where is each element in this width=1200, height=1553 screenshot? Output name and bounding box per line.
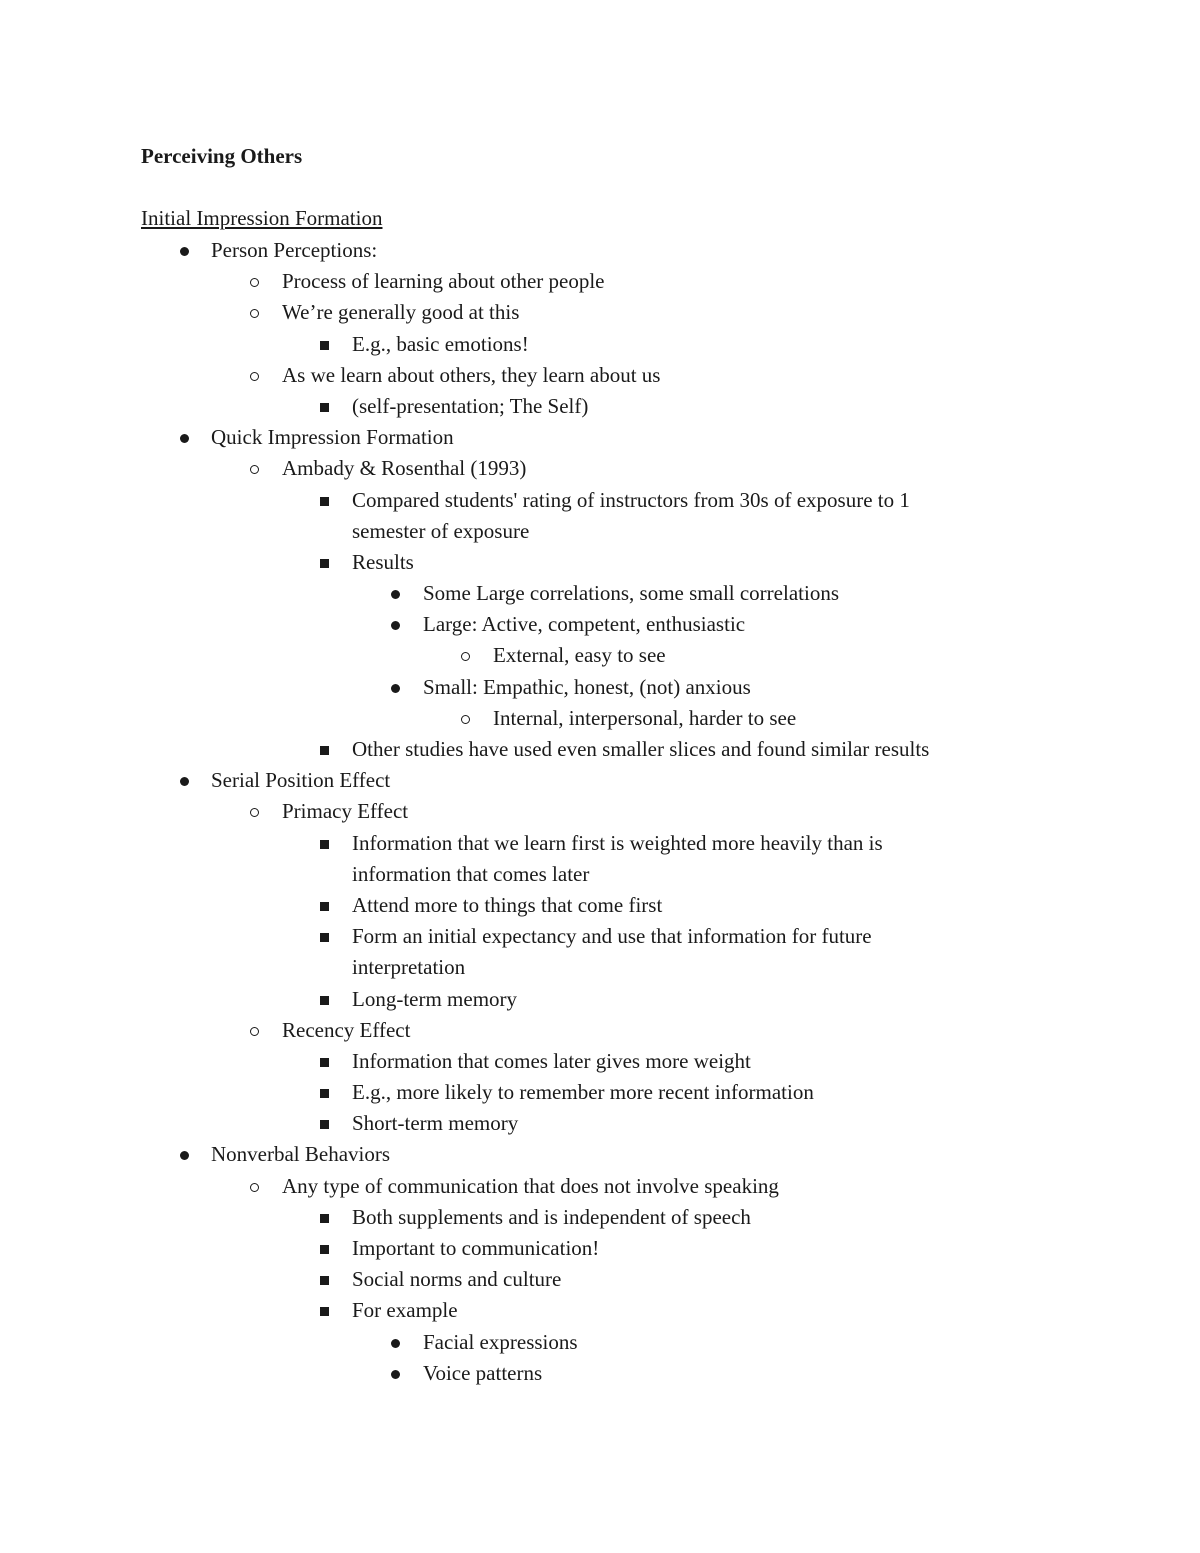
outline-item-level-3 xyxy=(0,547,1200,578)
outline-item-text: Person Perceptions: xyxy=(211,238,378,262)
outline-item-level-1 xyxy=(0,765,1200,796)
outline-item-text: Long-term memory xyxy=(352,986,518,1011)
outline-item-text: Internal, interpersonal, harder to see xyxy=(493,705,797,730)
outline-item-text: E.g., more likely to remember more recent information xyxy=(352,1080,814,1105)
outline-item-text: Facial expressions xyxy=(423,1329,578,1354)
bullet-circle-icon xyxy=(461,640,473,671)
outline-item-text: For example xyxy=(352,1298,458,1323)
outline-item-level-4 xyxy=(0,1358,1200,1389)
outline-item-level-1 xyxy=(0,422,1200,453)
bullet-disc-icon xyxy=(180,235,192,266)
bullet-disc-icon xyxy=(391,1358,403,1389)
outline-item-level-4 xyxy=(0,1327,1200,1358)
bullet-square-icon xyxy=(319,890,331,921)
bullet-circle-icon xyxy=(250,1015,262,1046)
outline-item-level-4 xyxy=(0,609,1200,640)
outline-list xyxy=(0,235,1200,1389)
bullet-square-icon xyxy=(319,734,331,765)
outline-item-level-2 xyxy=(0,1015,1200,1046)
bullet-square-icon xyxy=(319,1264,331,1295)
section-heading: Initial Impression Formation xyxy=(141,206,383,230)
outline-item-text: Primacy Effect xyxy=(282,799,409,824)
outline-item-level-4 xyxy=(0,578,1200,609)
bullet-square-icon xyxy=(319,921,331,952)
outline-item-text: Both supplements and is independent of speech xyxy=(352,1204,751,1229)
outline-item-level-4 xyxy=(0,672,1200,703)
outline-item-level-2 xyxy=(0,360,1200,391)
bullet-square-icon xyxy=(319,1295,331,1326)
outline-item-level-3 xyxy=(0,734,1200,765)
outline-item-text: Compared students' rating of instructors from 30s of exposure to 1 xyxy=(352,487,910,512)
outline-item-text: Small: Empathic, honest, (not) anxious xyxy=(423,674,751,699)
bullet-square-icon xyxy=(319,329,331,360)
outline-item-text: interpretation xyxy=(352,955,466,980)
outline-item-level-2 xyxy=(0,453,1200,484)
bullet-circle-icon xyxy=(250,266,262,297)
outline-item-level-2 xyxy=(0,1171,1200,1202)
outline-item-level-3 xyxy=(0,890,1200,921)
outline-item-level-2 xyxy=(0,297,1200,328)
outline-item-level-3 xyxy=(0,921,1200,952)
outline-item-text: Recency Effect xyxy=(282,1017,411,1042)
bullet-disc-icon xyxy=(391,578,403,609)
outline-item-text: Large: Active, competent, enthusiastic xyxy=(423,612,746,637)
bullet-circle-icon xyxy=(250,1171,262,1202)
outline-item-text: Some Large correlations, some small correlations xyxy=(423,581,839,606)
outline-item-level-3 xyxy=(0,828,1200,859)
outline-item-level-2 xyxy=(0,266,1200,297)
outline-item-text: Information that comes later gives more weight xyxy=(352,1048,751,1073)
outline-item-text: Social norms and culture xyxy=(352,1267,562,1292)
bullet-disc-icon xyxy=(180,422,192,453)
outline-item-level-3 xyxy=(0,1077,1200,1108)
outline-item-text: Results xyxy=(352,549,414,574)
bullet-square-icon xyxy=(319,391,331,422)
outline-item-text: Form an initial expectancy and use that information for future xyxy=(352,924,872,949)
bullet-disc-icon xyxy=(391,609,403,640)
bullet-disc-icon xyxy=(180,765,192,796)
outline-item-level-3 xyxy=(0,952,1200,983)
bullet-disc-icon xyxy=(391,672,403,703)
bullet-square-icon xyxy=(319,1233,331,1264)
outline-item-text: Attend more to things that come first xyxy=(352,892,663,917)
outline-item-text: External, easy to see xyxy=(493,643,666,668)
outline-item-text: Nonverbal Behaviors xyxy=(211,1142,391,1167)
bullet-circle-icon xyxy=(250,796,262,827)
bullet-circle-icon xyxy=(461,703,473,734)
bullet-circle-icon xyxy=(250,453,262,484)
outline-item-level-3 xyxy=(0,485,1200,516)
page-title: Perceiving Others xyxy=(141,144,303,168)
outline-item-text: Voice patterns xyxy=(423,1360,543,1385)
outline-item-level-3 xyxy=(0,1295,1200,1326)
outline-item-level-1 xyxy=(0,235,1200,266)
outline-item-text: Information that we learn first is weighted more heavily than is xyxy=(352,830,883,855)
outline-item-level-5 xyxy=(0,703,1200,734)
outline-item-text: Other studies have used even smaller slices and found similar results xyxy=(352,737,930,761)
outline-item-text: Any type of communication that does not involve speaking xyxy=(282,1173,779,1198)
bullet-square-icon xyxy=(319,485,331,516)
bullet-square-icon xyxy=(319,984,331,1015)
outline-item-level-3 xyxy=(0,1202,1200,1233)
outline-item-text: We’re generally good at this xyxy=(282,300,520,325)
outline-item-text: semester of exposure xyxy=(352,518,530,543)
outline-item-text: Short-term memory xyxy=(352,1111,519,1136)
outline-item-text: Serial Position Effect xyxy=(211,768,391,793)
outline-item-level-3 xyxy=(0,329,1200,360)
outline-item-text: Important to communication! xyxy=(352,1236,600,1260)
outline-item-level-2 xyxy=(0,796,1200,827)
outline-item-text: E.g., basic emotions! xyxy=(352,331,529,356)
outline-item-text: Process of learning about other people xyxy=(282,269,605,294)
outline-item-level-3 xyxy=(0,391,1200,422)
bullet-square-icon xyxy=(319,828,331,859)
outline-item-level-3 xyxy=(0,516,1200,547)
bullet-disc-icon xyxy=(180,1139,192,1170)
bullet-square-icon xyxy=(319,1108,331,1139)
outline-item-level-3 xyxy=(0,859,1200,890)
outline-item-level-3 xyxy=(0,1264,1200,1295)
bullet-square-icon xyxy=(319,1077,331,1108)
outline-item-level-5 xyxy=(0,640,1200,671)
outline-item-text: information that comes later xyxy=(352,861,590,886)
bullet-square-icon xyxy=(319,1046,331,1077)
outline-item-level-3 xyxy=(0,1233,1200,1264)
bullet-square-icon xyxy=(319,547,331,578)
outline-item-text: Quick Impression Formation xyxy=(211,425,454,450)
bullet-circle-icon xyxy=(250,297,262,328)
outline-item-level-3 xyxy=(0,984,1200,1015)
bullet-square-icon xyxy=(319,1202,331,1233)
bullet-disc-icon xyxy=(391,1327,403,1358)
outline-item-text: Ambady & Rosenthal (1993) xyxy=(282,456,527,481)
outline-item-level-3 xyxy=(0,1046,1200,1077)
outline-item-level-3 xyxy=(0,1108,1200,1139)
bullet-circle-icon xyxy=(250,360,262,391)
outline-item-text: As we learn about others, they learn about us xyxy=(282,362,661,387)
outline-item-text: (self-presentation; The Self) xyxy=(352,393,589,418)
outline-item-level-1 xyxy=(0,1139,1200,1170)
